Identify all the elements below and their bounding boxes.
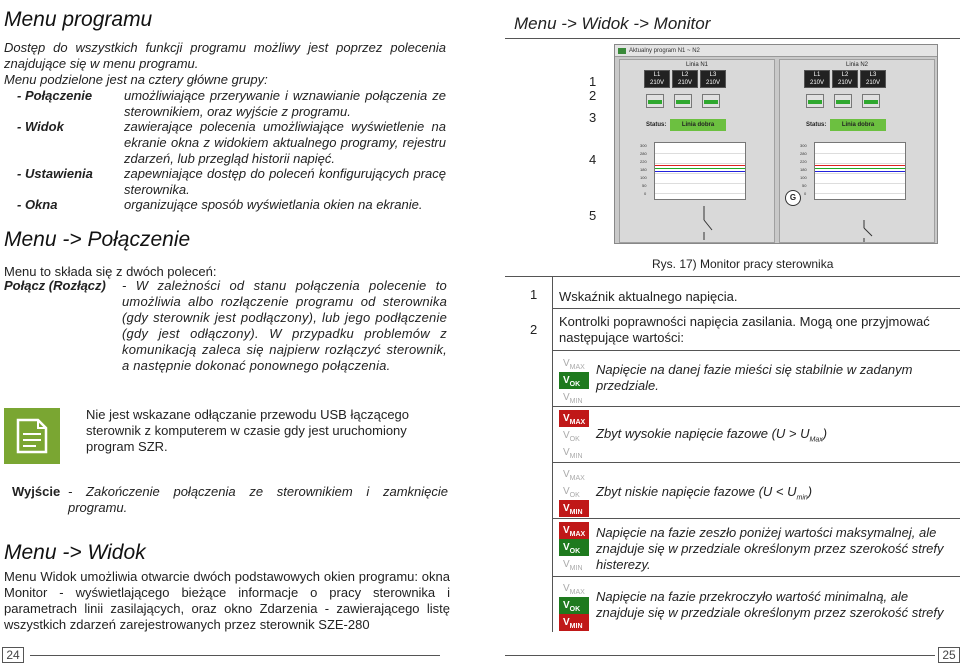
callout-4: 4: [589, 152, 597, 167]
status-value: Linia dobra: [670, 119, 726, 131]
item-2-number: 2: [530, 322, 538, 337]
state-max-desc: Zbyt wysokie napięcie fazowe $(U > U_{Max})$: [596, 426, 828, 444]
line-panel-n2: Linia N2 L1 210V L2 210V L3 210V Status: Linia dobra 300 280 220 180 100 50 0: [779, 59, 935, 243]
led-l2: [674, 94, 692, 108]
vmax-label: $V_{MAX}$: [559, 522, 589, 539]
led-l3: [702, 94, 720, 108]
voltage-l3: L3 210V: [700, 70, 726, 88]
vmin-label: $V_{MIN}$: [559, 500, 589, 517]
group-widok: [17, 119, 457, 167]
row-rule: [552, 406, 960, 407]
led-l3: [862, 94, 880, 108]
group-ustawienia: [17, 166, 457, 198]
monitor-title: Aktualny program N1 ~ N2: [629, 48, 700, 54]
state-ok-indicators: [559, 355, 589, 406]
group-key: - Połączenie: [17, 88, 93, 103]
state-hyst-max-desc: Napięcie na fazie zeszło poniżej wartości maksymalnej, ale znajduje się w przedziale określonym przez szerokość strefy histerezy.: [596, 525, 944, 572]
voltage-l1: L1 210V: [644, 70, 670, 88]
page-number: 24: [2, 647, 24, 663]
exit-key: Wyjście: [12, 484, 61, 499]
led-l2: [834, 94, 852, 108]
callout-1: 1: [589, 74, 597, 89]
figure-caption: Rys. 17) Monitor pracy sterownika: [652, 257, 834, 271]
vmin-label: $V_{MIN}$: [559, 614, 589, 631]
state-min-indicators: [559, 466, 589, 517]
voltage-plot-n1: [654, 142, 746, 200]
state-min-desc: Zbyt niskie napięcie fazowe $(U < U_{min})$: [596, 484, 813, 502]
vok-label: $V_{OK}$: [559, 539, 589, 556]
row-rule: [552, 462, 960, 463]
vmax-label: $V_{MAX}$: [563, 358, 585, 371]
state-hyst-min-desc: Napięcie na fazie przekroczyło wartość minimalną, ale znajduje się w przedziale określonym przez szerokość strefy: [596, 589, 944, 620]
footer-rule: [30, 655, 440, 656]
group-desc: zapewniające dostęp do poleceń konfigurujących pracę sterownika.: [124, 166, 446, 197]
vok-label: $V_{OK}$: [559, 372, 589, 389]
voltage-l3: L3 210V: [860, 70, 886, 88]
table-rule: [505, 276, 960, 277]
status-label: Status:: [806, 122, 827, 128]
generator-icon: G: [785, 190, 801, 206]
state-hyst-min-indicators: [559, 580, 589, 631]
vok-label: $V_{OK}$: [563, 486, 580, 499]
voltage-l2: L2 210V: [672, 70, 698, 88]
item-1-text: Wskaźnik aktualnego napięcia.: [559, 289, 738, 304]
group-desc: organizujące sposób wyświetlania okien na ekranie.: [124, 197, 423, 212]
row-rule: [552, 350, 960, 351]
group-okna: [17, 197, 457, 213]
switch-n2-icon: [844, 220, 884, 242]
line-title: Linia N1: [685, 62, 708, 68]
monitor-titlebar: [615, 45, 937, 57]
row-rule: [552, 308, 960, 309]
group-key: - Okna: [17, 197, 58, 212]
voltage-plot-n2: [814, 142, 906, 200]
callout-2: 2: [589, 88, 597, 103]
vmin-label: $V_{MIN}$: [563, 447, 583, 460]
vmin-label: $V_{MIN}$: [563, 559, 583, 572]
line-title: Linia N2: [845, 62, 868, 68]
vmax-label: $V_{MAX}$: [563, 583, 585, 596]
heading-menu-widok: Menu -> Widok: [4, 541, 146, 564]
callout-3: 3: [589, 110, 597, 125]
status-label: Status:: [646, 122, 667, 128]
vmin-label: $V_{MIN}$: [563, 392, 583, 405]
state-ok-desc: Napięcie na danej fazie mieści się stabilnie w zadanym przedziale.: [596, 362, 913, 393]
state-hyst-max-indicators: [559, 522, 589, 573]
intro-text-2: Menu podzielone jest na cztery główne grupy:: [4, 72, 268, 87]
conn-key: Połącz (Rozłącz): [4, 278, 106, 293]
vmax-label: $V_{MAX}$: [563, 469, 585, 482]
monitor-window: [614, 44, 938, 244]
heading-rule: [505, 38, 960, 39]
group-desc: zawierające polecenia umożliwiające wyświetlenie na ekranie okna z widokiem aktualnego programy, rejestru zdarzeń, lub przegląd historii napięć.: [124, 119, 446, 166]
vmax-label: $V_{MAX}$: [559, 410, 589, 427]
item-1-number: 1: [530, 287, 538, 302]
line-panel-n1: Linia N1 L1 210V L2 210V L3 210V Status: Linia dobra 300 280 220 180 100 50 0: [619, 59, 775, 243]
callout-5: 5: [589, 208, 597, 223]
heading-menu-programu: Menu programu: [4, 8, 153, 31]
intro-text: Dostęp do wszystkich funkcji programu możliwy jest poprzez polecenia znajdujące się w menu programu.: [4, 40, 446, 71]
led-l1: [646, 94, 664, 108]
page-number: 25: [938, 647, 960, 663]
switch-n1-icon: [684, 206, 724, 240]
group-key: - Widok: [17, 119, 64, 134]
group-key: - Ustawienia: [17, 166, 93, 181]
group-polaczenie: [17, 88, 457, 120]
voltage-l1: L1 210V: [804, 70, 830, 88]
row-rule: [552, 576, 960, 577]
group-desc: umożliwiające przerywanie i wznawianie połączenia ze sterownikiem, oraz wyjście z programu.: [124, 88, 446, 119]
state-max-indicators: [559, 410, 589, 461]
status-value: Linia dobra: [830, 119, 886, 131]
item-2-text: Kontrolki poprawności napięcia zasilania. Mogą one przyjmować następujące wartości:: [559, 314, 930, 345]
voltage-l2: L2 210V: [832, 70, 858, 88]
heading-menu-polaczenie: Menu -> Połączenie: [4, 228, 191, 251]
conn-intro: Menu to składa się z dwóch poleceń:: [4, 264, 217, 279]
vok-label: $V_{OK}$: [559, 597, 589, 614]
note-text: Nie jest wskazane odłączanie przewodu USB łączącego sterownik z komputerem w czasie gdy jest uruchomiony program SZR.: [86, 407, 410, 454]
app-icon: [618, 48, 626, 54]
row-rule: [552, 518, 960, 519]
led-l1: [806, 94, 824, 108]
footer-rule: [505, 655, 935, 656]
table-divider: [552, 276, 553, 632]
view-desc: Menu Widok umożliwia otwarcie dwóch podstawowych okien programu: okna Monitor - wyświetlającego bieżące informacje o pracy sterownika i parametrach linii zasilających, oraz okno Zdarzenia - zawierającego listę wszystkich zdarzeń zarejestrowanych przez sterownik SZE-280: [4, 569, 450, 632]
note-icon: [4, 408, 60, 464]
exit-desc: - Zakończenie połączenia ze sterownikiem i zamknięcie programu.: [68, 484, 448, 515]
vok-label: $V_{OK}$: [563, 430, 580, 443]
heading-monitor: Menu -> Widok -> Monitor: [514, 14, 711, 33]
conn-desc: - W zależności od stanu połączenia polecenie to umożliwia albo rozłączenie programu od sterownika (gdy sterownik jest podłączony), lub jego podłączenie (gdy jest odłączony). W przypadku problemów z komunikacją zaleca się najpierw rozłączyć sterownik, a następnie dokonać ponownego połączenia.: [122, 278, 447, 373]
